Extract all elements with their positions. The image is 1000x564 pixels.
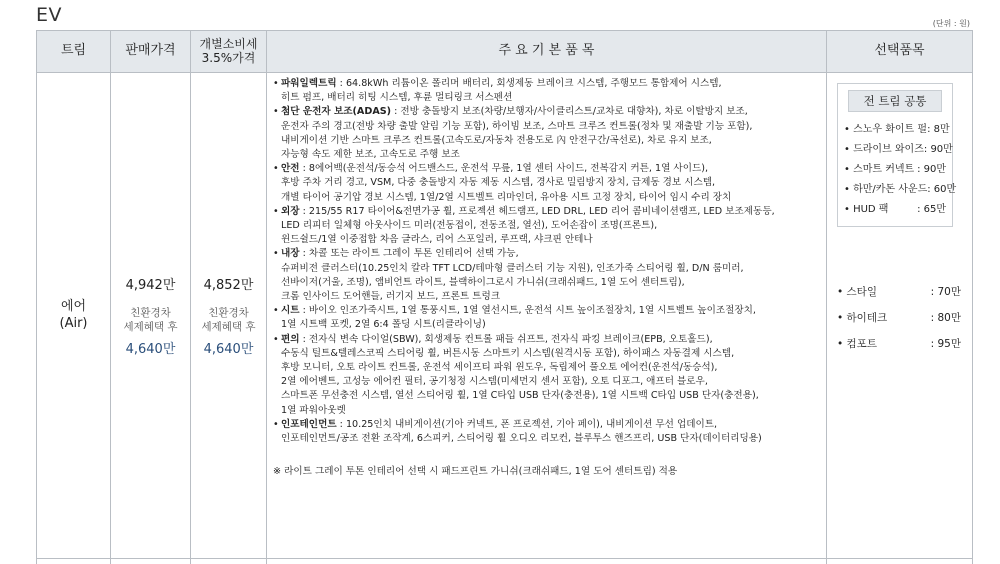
bullet-icon: • — [273, 333, 279, 345]
feature-text: 운전자 주의 경고(전방 차량 출발 알림 기능 포함), 하이빔 보조, 스마트 크루즈 컨트롤(정차 및 재출발 기능 포함), — [281, 120, 753, 132]
feature-text: : 8에어백(운전석/동승석 어드밴스드, 운전석 무릎, 1열 센터 사이드, 전복감지 커튼, 1열 사이드), — [299, 163, 709, 175]
feature-line — [273, 134, 822, 148]
feature-line — [273, 290, 822, 304]
feature-text: 선바이저(거울, 조명), 앰비언트 라이트, 블랙하이그로시 가니쉬(크래쉬패드, 1열 도어 센터트림), — [281, 276, 685, 288]
feature-list — [273, 77, 822, 446]
option-price: : 8만 — [927, 124, 950, 135]
common-options-title: 전 트림 공통 — [848, 90, 942, 112]
feature-text: 인포테인먼트/공조 전환 조작계, 6스피커, 스티어링 휠 오디오 리모컨, 블루투스 핸즈프리, USB 단자(데이터리딩용) — [281, 433, 762, 445]
price-note — [111, 307, 190, 334]
bullet-icon: • — [273, 106, 279, 118]
feature-category: 시트 — [281, 305, 300, 317]
feature-text: 개별 타이어 공기압 경보 시스템, 1열/2열 시트벨트 리마인더, 유아용 시트 고정 장치, 타이어 임시 수리 장치 — [281, 191, 732, 203]
sale-price: 4,942만 — [125, 277, 176, 293]
option-row — [844, 200, 946, 220]
feature-line — [273, 247, 822, 261]
feature-text: : 10.25인치 내비게이션(기아 커넥트, 폰 프로젝션, 기아 페이), 내비게이션 무선 업데이트, — [336, 418, 718, 430]
header-options: 선택품목 — [827, 31, 973, 73]
option-name: • 드라이브 와이즈 — [844, 144, 924, 155]
feature-line — [273, 162, 822, 176]
option-price: : 90만 — [917, 164, 946, 175]
common-options-list — [844, 120, 957, 220]
option-row — [844, 160, 946, 180]
price-note-line1: 친환경차 — [130, 306, 171, 319]
table-row — [37, 73, 973, 559]
feature-text: LED 리피터 일체형 아웃사이드 미러(전동접이, 전동조절, 열선), 도어손잡이 조명(프론트), — [281, 220, 658, 232]
option-name: • HUD 팩 — [844, 204, 889, 215]
feature-text: 1열 시트백 포켓, 2열 6:4 폴딩 시트(리클라이닝) — [281, 319, 486, 331]
feature-text: 1열 파워아웃렛 — [281, 404, 346, 416]
option-name: • 스마트 커넥트 — [844, 164, 915, 175]
feature-line — [273, 77, 822, 91]
bullet-icon: • — [273, 418, 279, 430]
feature-text: 후방 주차 거리 경고, VSM, 다중 충돌방지 자동 제동 시스템, 경사로 밀림방지 장치, 급제동 경보 시스템, — [281, 177, 716, 189]
trim-options-list — [837, 279, 961, 357]
feature-text: : 215/55 R17 타이어&전면가공 휠, 프로젝션 헤드램프, LED DRL, LED 리어 콤비네이션램프, LED 보조제동등, — [299, 205, 775, 217]
bullet-icon: • — [273, 78, 279, 89]
feature-line — [273, 276, 822, 290]
feature-line — [273, 404, 822, 418]
feature-category: 외장 — [281, 205, 300, 217]
tax-note-line2: 세제혜택 후 — [201, 320, 256, 333]
trim-name: 에어 — [60, 299, 87, 315]
option-price: : 95만 — [930, 338, 961, 350]
feature-line — [273, 91, 822, 105]
feature-line — [273, 389, 822, 403]
feature-category: 첨단 운전자 보조(ADAS) — [281, 106, 392, 118]
option-row — [837, 331, 961, 357]
header-price: 판매가격 — [111, 31, 191, 73]
price-note-line2: 세제혜택 후 — [123, 320, 178, 333]
feature-line — [273, 347, 822, 361]
feature-text: : 차콜 또는 라이트 그레이 투톤 인테리어 선택 가능, — [299, 248, 519, 260]
feature-line — [273, 120, 822, 134]
feature-text: 히트 펌프, 배터리 히팅 시스템, 후륜 멀티링크 서스펜션 — [281, 92, 513, 104]
feature-category: 내장 — [281, 248, 300, 260]
feature-line — [273, 262, 822, 276]
option-price: : 65만 — [917, 204, 946, 215]
feature-text: 내비게이션 기반 스마트 크루즈 컨트롤(고속도로/자동차 전용도로 內 안전구간/곡선로), 차로 유지 보조, — [281, 134, 712, 146]
option-name: • 하이테크 — [837, 312, 888, 324]
tax-note — [191, 307, 266, 334]
feature-category: 안전 — [281, 163, 300, 175]
feature-category: 파워일렉트릭 — [281, 78, 337, 89]
feature-text: 슈퍼비전 클러스터(10.25인치 칼라 TFT LCD/테마형 클러스터 기능 지원), 인조가죽 스티어링 휠, D/N 룸미러, — [281, 262, 744, 274]
options-cell — [827, 73, 973, 559]
price-after-benefit: 4,640만 — [125, 342, 176, 358]
option-name: • 스노우 화이트 펄 — [844, 124, 928, 135]
feature-line — [273, 333, 822, 347]
bullet-icon: • — [273, 305, 279, 317]
option-row — [844, 140, 953, 160]
feature-text: 크롬 인사이드 도어핸들, 러기지 보드, 프론트 트렁크 — [281, 291, 501, 303]
price-cell — [111, 73, 191, 559]
header-row — [37, 31, 973, 73]
option-row — [844, 120, 950, 140]
common-options-box — [837, 83, 957, 227]
option-name: • 스타일 — [837, 286, 877, 298]
feature-line — [273, 375, 822, 389]
option-name: • 컴포트 — [837, 338, 877, 350]
header-trim: 트림 — [37, 31, 111, 73]
feature-line — [273, 361, 822, 375]
option-row — [844, 180, 957, 200]
bullet-icon: • — [273, 248, 279, 260]
option-name: • 하만/카돈 사운드 — [844, 184, 928, 195]
feature-text: 자능형 속도 제한 보조, 고속도로 주행 보조 — [281, 149, 460, 161]
features-cell — [267, 73, 827, 559]
feature-text: : 전자식 변속 다이얼(SBW), 회생제동 컨트롤 패들 쉬프트, 전자식 파킹 브레이크(EPB, 오토홀드), — [299, 333, 713, 345]
feature-line — [273, 176, 822, 190]
tax-note-line1: 친환경차 — [208, 306, 249, 319]
feature-line — [273, 191, 822, 205]
header-tax-price-line2: 3.5%가격 — [201, 50, 256, 65]
feature-text: 2열 에어벤트, 고성능 에어컨 필터, 공기청정 시스템(미세먼지 센서 포함), 오토 디포그, 애프터 블로우, — [281, 376, 708, 388]
trim-name-en: (Air) — [59, 315, 88, 331]
page-title: EV — [36, 4, 63, 26]
feature-line — [273, 304, 822, 318]
option-price: : 80만 — [930, 312, 961, 324]
tax-price: 4,852만 — [203, 277, 254, 293]
bullet-icon: • — [273, 163, 279, 175]
feature-line — [273, 432, 822, 446]
header-features: 주 요 기 본 품 목 — [267, 31, 827, 73]
feature-line — [273, 105, 822, 119]
feature-text: 후방 모니터, 오토 라이트 컨트롤, 운전석 세이프티 파워 윈도우, 독립제어 풀오토 에어컨(운전석/동승석), — [281, 362, 718, 374]
features-footnote: ※ 라이트 그레이 투톤 인테리어 선택 시 패드프린트 가니쉬(크래쉬패드, 1열 도어 센터트림) 적용 — [273, 466, 678, 478]
feature-text: : 64.8kWh 리튬이온 폴리머 배터리, 회생제동 브레이크 시스템, 주행모드 통합제어 시스템, — [336, 78, 722, 89]
price-table — [36, 30, 973, 564]
feature-line — [273, 233, 822, 247]
feature-text: : 바이오 인조가죽시트, 1열 통풍시트, 1열 열선시트, 운전석 시트 높이조절장치, 1열 시트벨트 높이조절장치, — [299, 305, 756, 317]
feature-text: : 전방 충돌방지 보조(차량/보행자/사이클리스트/교차로 대향차), 차로 이탈방지 보조, — [391, 106, 748, 118]
feature-text: 수동식 틸트&텔레스코픽 스티어링 휠, 버튼시동 스마트키 시스템(원격시동 포함), 하이패스 자동결제 시스템, — [281, 347, 735, 359]
trim-cell — [37, 73, 111, 559]
option-price: : 90만 — [923, 144, 953, 155]
header-tax-price-line1: 개별소비세 — [199, 36, 258, 51]
header-tax-price — [191, 31, 267, 73]
unit-label: (단위 : 원) — [932, 19, 970, 28]
feature-line — [273, 318, 822, 332]
tax-price-cell — [191, 73, 267, 559]
feature-line — [273, 205, 822, 219]
option-price: : 70만 — [930, 286, 961, 298]
feature-category: 편의 — [281, 333, 300, 345]
feature-line — [273, 418, 822, 432]
bullet-icon: • — [273, 205, 279, 217]
option-row — [837, 279, 961, 305]
feature-text: 윈드쉴드/1열 이중접합 차음 글라스, 리어 스포일러, 루프랙, 샤크핀 안테나 — [281, 234, 593, 246]
table-row — [37, 559, 973, 564]
feature-text: 스마트폰 무선충전 시스템, 열선 스티어링 휠, 1열 C타입 USB 단자(충전용), 1열 시트백 C타입 USB 단자(충전용), — [281, 390, 759, 402]
feature-line — [273, 219, 822, 233]
option-row — [837, 305, 961, 331]
option-price: : 60만 — [927, 184, 957, 195]
feature-line — [273, 148, 822, 162]
tax-price-after-benefit: 4,640만 — [203, 342, 254, 358]
feature-category: 인포테인먼트 — [281, 418, 337, 430]
